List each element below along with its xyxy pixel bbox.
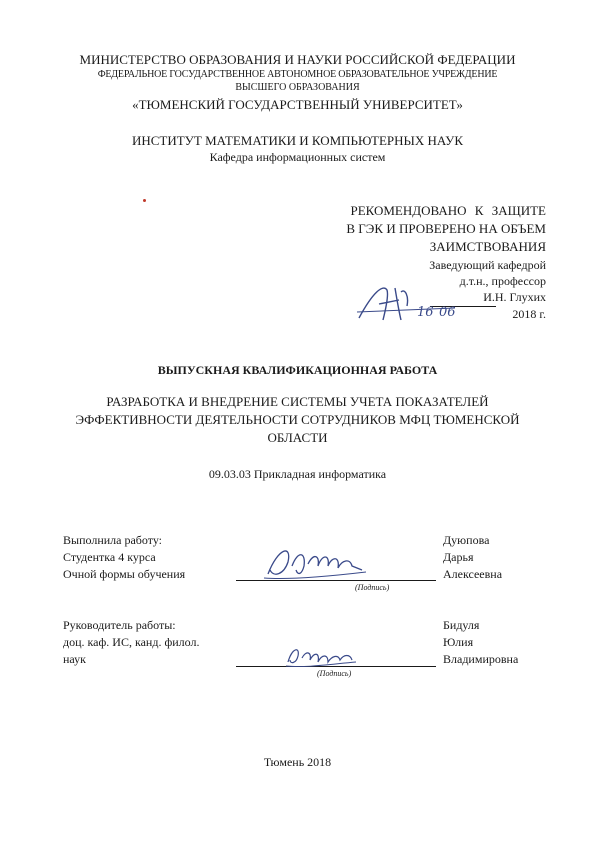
work-title-line-1: РАЗРАБОТКА И ВНЕДРЕНИЕ СИСТЕМЫ УЧЕТА ПОКАЗАТЕЛЕЙ bbox=[106, 394, 489, 409]
work-type: ВЫПУСКНАЯ КВАЛИФИКАЦИОННАЯ РАБОТА bbox=[157, 363, 438, 377]
student-surname: Дуюпова bbox=[443, 533, 490, 547]
department-name: Кафедра информационных систем bbox=[209, 150, 386, 164]
ministry-title: МИНИСТЕРСТВО ОБРАЗОВАНИЯ И НАУКИ РОССИЙСКОЙ ФЕДЕРАЦИИ bbox=[79, 52, 516, 67]
svg-text:06: 06 bbox=[439, 305, 456, 320]
red-mark bbox=[143, 199, 146, 202]
education-level: ВЫСШЕГО ОБРАЗОВАНИЯ bbox=[235, 82, 360, 93]
approval-year: 2018 г. bbox=[512, 307, 546, 321]
approval-line-2: В ГЭК И ПРОВЕРЕНО НА ОБЪЕМ bbox=[346, 221, 546, 236]
institute-name: ИНСТИТУТ МАТЕМАТИКИ И КОМПЬЮТЕРНЫХ НАУК bbox=[131, 133, 464, 148]
approval-role: Заведующий кафедрой bbox=[429, 258, 546, 272]
approval-line-1: РЕКОМЕНДОВАНО К ЗАЩИТЕ bbox=[350, 203, 546, 218]
student-label-1: Выполнила работу: bbox=[63, 533, 163, 547]
supervisor-label-2: доц. каф. ИС, канд. филол. bbox=[63, 635, 200, 649]
supervisor-first-name: Юлия bbox=[443, 635, 474, 649]
student-signature bbox=[262, 540, 372, 584]
institution-type: ФЕДЕРАЛЬНОЕ ГОСУДАРСТВЕННОЕ АВТОНОМНОЕ ОБРАЗОВАТЕЛЬНОЕ УЧРЕЖДЕНИЕ bbox=[97, 69, 498, 80]
student-patronymic: Алексеевна bbox=[443, 567, 503, 581]
approval-signature bbox=[355, 282, 465, 324]
student-sign-caption: (Подпись) bbox=[355, 583, 390, 592]
supervisor-surname: Бидуля bbox=[443, 618, 480, 632]
supervisor-sign-caption: (Подпись) bbox=[317, 669, 352, 678]
svg-text:16: 16 bbox=[417, 305, 434, 320]
approval-name: И.Н. Глухих bbox=[483, 290, 546, 304]
supervisor-patronymic: Владимировна bbox=[443, 652, 519, 666]
supervisor-label-1: Руководитель работы: bbox=[63, 618, 176, 632]
work-title-line-3: ОБЛАСТИ bbox=[267, 430, 328, 445]
supervisor-signature bbox=[282, 640, 362, 672]
city-year: Тюмень 2018 bbox=[263, 755, 332, 769]
university-name: «ТЮМЕНСКИЙ ГОСУДАРСТВЕННЫЙ УНИВЕРСИТЕТ» bbox=[132, 97, 463, 112]
work-title-line-2: ЭФФЕКТИВНОСТИ ДЕЯТЕЛЬНОСТИ СОТРУДНИКОВ МФЦ ТЮМЕНСКОЙ bbox=[75, 412, 520, 427]
student-label-2: Студентка 4 курса bbox=[63, 550, 156, 564]
approval-degree: д.т.н., профессор bbox=[459, 274, 546, 288]
supervisor-label-3: наук bbox=[63, 652, 86, 666]
student-first-name: Дарья bbox=[443, 550, 474, 564]
specialty: 09.03.03 Прикладная информатика bbox=[208, 467, 387, 481]
approval-line-3: ЗАИМСТВОВАНИЯ bbox=[429, 239, 546, 254]
student-label-3: Очной формы обучения bbox=[63, 567, 186, 581]
